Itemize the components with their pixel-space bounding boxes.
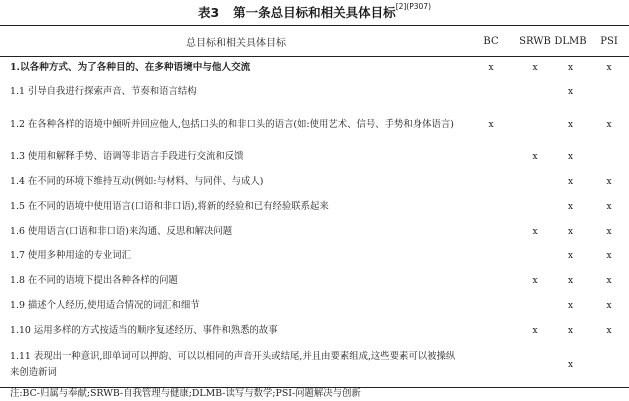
mark-psi: x (606, 202, 612, 212)
goal-text: 1.4 在不同的环境下维持互动(例如:与材料、与同伴、与成人) (10, 176, 264, 187)
goal-text: 1.7 使用多种用途的专业词汇 (10, 250, 132, 261)
goal-text: 1.5 在不同的语境中使用语言(口语和非口语),将新的经验和已有经验联系起来 (10, 201, 329, 212)
mark-srwb (518, 344, 552, 388)
mark-psi: x (606, 177, 612, 187)
goal-text: 1.2 在各种各样的语境中倾听并回应他人,包括口头的和非口头的语言(如:使用艺术、信号、手势和身体语言) (10, 118, 454, 130)
mark-dlmb: x (567, 63, 574, 74)
table-row (0, 105, 629, 145)
goal-text: 1.6 使用语言(口语和非口语)来沟通、反思和解决问题 (10, 225, 233, 237)
goal-text: 1.以各种方式、为了各种目的、在多种语境中与他人交流 (10, 62, 251, 74)
mark-bc (464, 80, 518, 105)
mark-bc (464, 195, 518, 220)
mark-bc: x (488, 119, 494, 130)
header-goal: 总目标和相关具体目标 (0, 26, 464, 57)
mark-srwb: x (532, 276, 538, 286)
table-row (0, 344, 629, 388)
mark-srwb (518, 170, 552, 195)
mark-dlmb: x (567, 301, 574, 311)
mark-bc (464, 244, 518, 269)
mark-bc: x (488, 63, 494, 74)
table-title: 第一条总目标和相关具体目标 (233, 5, 396, 20)
header-dlmb: DLMB (552, 26, 589, 57)
mark-psi: x (606, 326, 612, 336)
mark-dlmb: x (552, 344, 589, 388)
mark-bc (464, 344, 518, 388)
table-row (0, 80, 629, 105)
mark-psi (589, 145, 629, 170)
goal-text: 1.3 使用和解释手势、语调等非语言手段进行交流和反馈 (10, 151, 244, 162)
mark-srwb (518, 105, 552, 145)
table-row (0, 269, 629, 294)
table-row (0, 319, 629, 344)
mark-bc (464, 220, 518, 244)
mark-srwb (518, 244, 552, 269)
mark-bc (464, 269, 518, 294)
mark-dlmb: x (567, 226, 574, 237)
mark-srwb: x (532, 152, 538, 162)
goal-text: 1.10 运用多样的方式按适当的顺序复述经历、事件和熟悉的故事 (10, 325, 278, 336)
goals-table (0, 25, 629, 388)
mark-dlmb: x (567, 276, 574, 286)
mark-psi: x (606, 63, 612, 74)
mark-dlmb: x (567, 251, 574, 261)
table-caption (0, 3, 629, 21)
header-bc: BC (464, 26, 518, 57)
mark-srwb: x (532, 63, 538, 74)
header-row (0, 26, 629, 57)
reference-superscript: [2](P307) (395, 2, 432, 11)
mark-psi (589, 344, 629, 388)
table-row (0, 220, 629, 244)
mark-bc (464, 170, 518, 195)
goal-text: 1.1 引导自我进行探索声音、节奏和语言结构 (10, 86, 197, 97)
table-row (0, 57, 629, 80)
mark-psi: x (606, 226, 612, 237)
header-srwb: SRWB (518, 26, 552, 57)
mark-srwb: x (532, 326, 538, 336)
mark-psi: x (606, 276, 612, 286)
mark-dlmb: x (567, 177, 574, 187)
mark-srwb (518, 294, 552, 319)
header-psi: PSI (589, 26, 629, 57)
mark-bc (464, 145, 518, 170)
mark-psi: x (606, 119, 612, 130)
goal-text: 1.9 描述个人经历,使用适合情况的词汇和细节 (10, 300, 200, 311)
goal-text: 1.11 表现出一种意识,即单词可以押韵、可以以相同的声音开头或结尾,并且由要素组成,这些要素可以被操纵来创造新词 (0, 344, 464, 388)
table-footnote: 注:BC-归属与奉献;SRWB-自我管理与健康;DLMB-读写与数学;PSI-问题解决与创新 (10, 388, 361, 399)
mark-psi: x (606, 301, 612, 311)
mark-psi (589, 80, 629, 105)
table-row (0, 145, 629, 170)
mark-bc (464, 294, 518, 319)
mark-dlmb: x (567, 119, 574, 130)
mark-srwb (518, 80, 552, 105)
mark-srwb (518, 195, 552, 220)
mark-bc (464, 319, 518, 344)
table-row (0, 294, 629, 319)
table-row (0, 195, 629, 220)
mark-srwb: x (532, 226, 538, 237)
mark-dlmb: x (567, 326, 574, 336)
table-number: 表3 (197, 5, 220, 20)
table-row (0, 170, 629, 195)
mark-dlmb: x (567, 202, 574, 212)
mark-dlmb: x (567, 152, 574, 162)
table-row (0, 244, 629, 269)
mark-psi: x (606, 251, 612, 261)
goal-text: 1.8 在不同的语境下提出各种各样的问题 (10, 275, 178, 286)
mark-dlmb: x (567, 87, 574, 97)
